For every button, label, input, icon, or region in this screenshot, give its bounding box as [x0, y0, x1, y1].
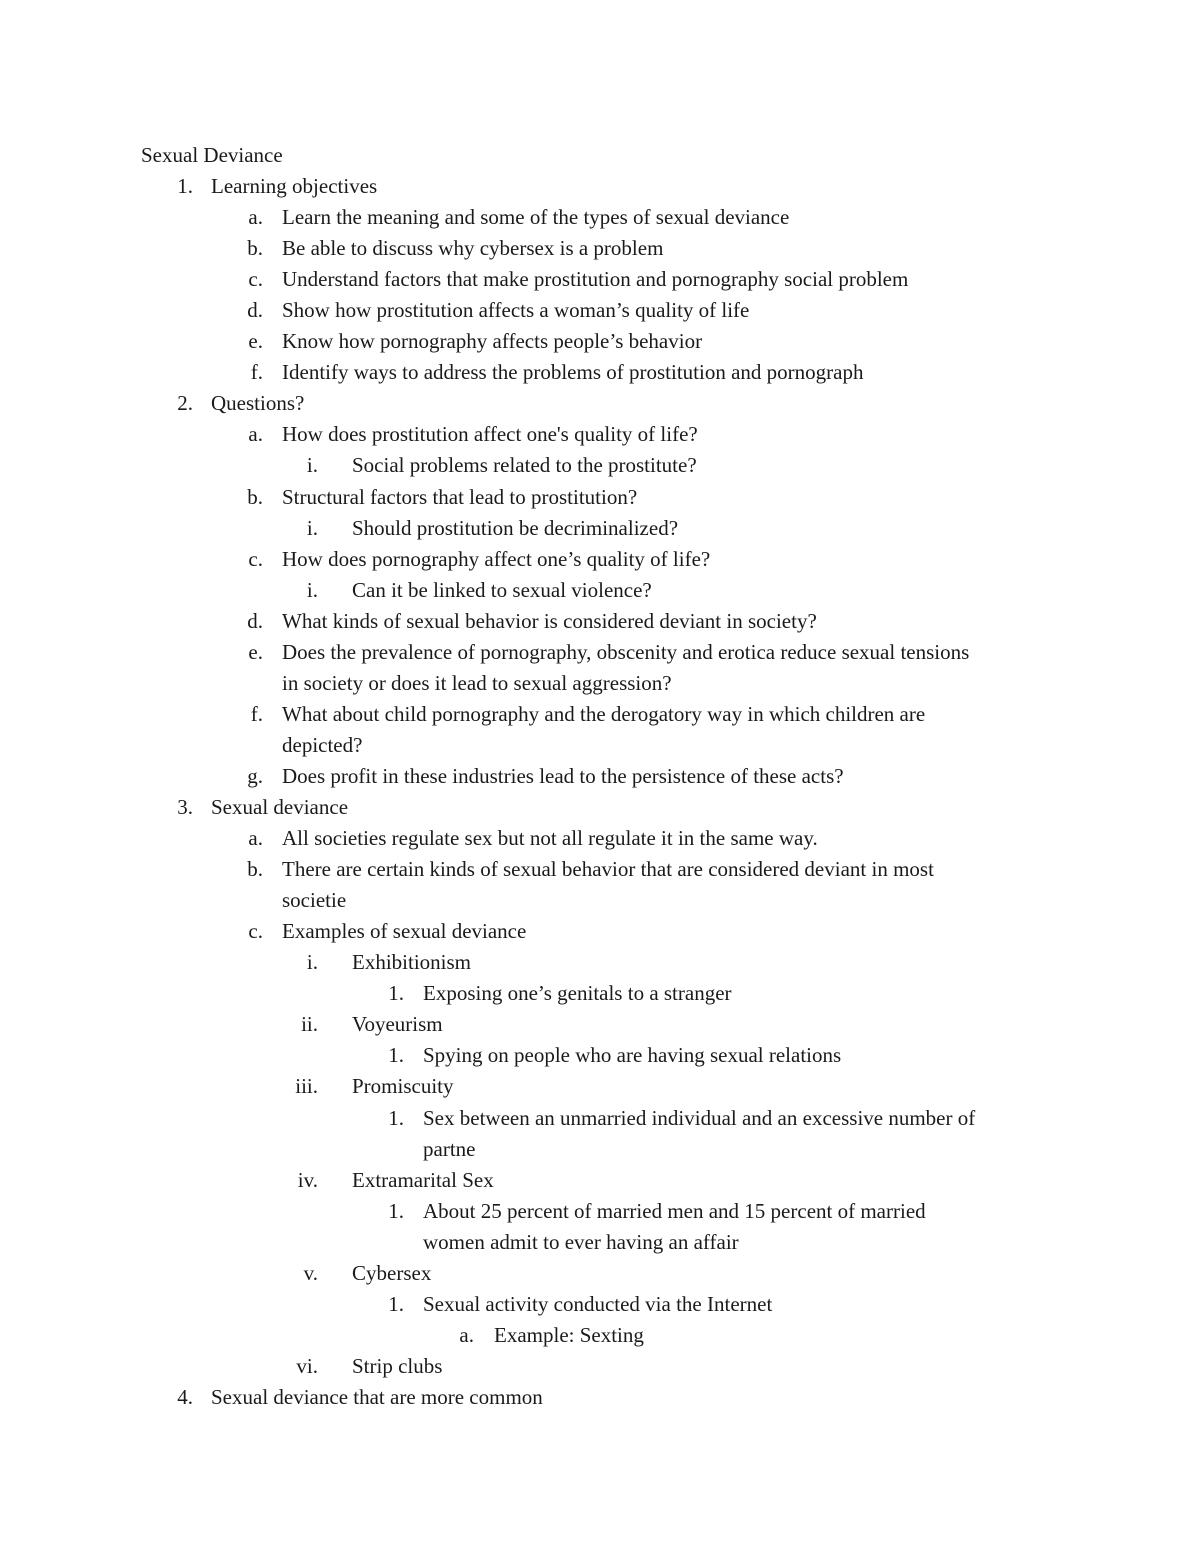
list-marker: b. — [247, 236, 263, 261]
outline-item — [0, 606, 1200, 637]
document-title: Sexual Deviance — [141, 143, 283, 167]
outline-item — [0, 1382, 1200, 1413]
outline-item — [0, 233, 1200, 264]
outline-item — [0, 513, 1200, 544]
list-marker: a. — [248, 826, 263, 851]
list-item-text: Show how prostitution affects a woman’s quality of life — [282, 298, 750, 323]
outline-item — [0, 854, 1200, 885]
list-marker: i. — [306, 577, 318, 602]
list-item-text: Sex between an unmarried individual and an excessive number of — [423, 1105, 976, 1130]
list-item-text: Structural factors that lead to prostitution? — [282, 484, 638, 509]
outline-item — [0, 1165, 1200, 1196]
list-item-text: Does the prevalence of pornography, obscenity and erotica reduce sexual tensions — [282, 639, 970, 664]
list-item-text: Social problems related to the prostitute? — [352, 453, 697, 478]
outline-item — [0, 1009, 1200, 1040]
outline-item — [0, 792, 1200, 823]
list-item-text: Cybersex — [352, 1260, 432, 1285]
list-marker: i. — [306, 515, 318, 540]
list-marker: 1. — [388, 1198, 404, 1223]
list-item-text: All societies regulate sex but not all regulate it in the same way. — [282, 826, 818, 851]
list-item-text: Spying on people who are having sexual relations — [423, 1043, 842, 1068]
list-item-text: Sexual activity conducted via the Internet — [423, 1291, 773, 1316]
outline-item — [0, 1040, 1200, 1071]
list-item-text: depicted? — [282, 732, 363, 757]
list-item-text: There are certain kinds of sexual behavior that are considered deviant in most — [282, 857, 934, 882]
list-marker: vi. — [296, 1353, 318, 1378]
list-item-text: Strip clubs — [352, 1353, 443, 1378]
list-item-text: Exhibitionism — [352, 950, 472, 975]
list-item-text: Does profit in these industries lead to the persistence of these acts? — [282, 763, 844, 788]
list-marker: i. — [306, 950, 318, 975]
list-item-text: Sexual deviance — [211, 795, 349, 819]
outline-item — [0, 482, 1200, 513]
outline-item — [0, 171, 1200, 202]
list-item-text: Promiscuity — [352, 1074, 454, 1099]
outline-item — [0, 1320, 1200, 1351]
outline-item — [0, 419, 1200, 450]
outline-item — [0, 575, 1200, 606]
list-item-text: Identify ways to address the problems of prostitution and pornograph — [282, 360, 864, 385]
outline-item — [0, 668, 1200, 699]
list-marker: c. — [248, 919, 263, 944]
list-marker: i. — [306, 453, 318, 478]
outline-item — [0, 295, 1200, 326]
outline-item — [0, 823, 1200, 854]
list-marker: 1. — [388, 1291, 404, 1316]
list-item-text: Voyeurism — [352, 1012, 443, 1037]
outline-item — [0, 1227, 1200, 1258]
list-item-text: Can it be linked to sexual violence? — [352, 577, 652, 602]
list-item-text: Learning objectives — [211, 174, 378, 198]
outline-item — [0, 1196, 1200, 1227]
list-item-text: About 25 percent of married men and 15 percent of married — [423, 1198, 926, 1223]
list-item-text: How does prostitution affect one's quality of life? — [282, 422, 698, 447]
list-marker: ii. — [301, 1012, 318, 1037]
list-marker: f. — [250, 701, 263, 726]
outline-item — [0, 1351, 1200, 1382]
list-marker: 4. — [177, 1384, 193, 1409]
list-item-text: What kinds of sexual behavior is considered deviant in society? — [282, 608, 817, 633]
outline-item — [0, 1289, 1200, 1320]
list-marker: e. — [248, 639, 263, 664]
outline-item — [0, 450, 1200, 481]
list-marker: f. — [250, 360, 263, 385]
outline-item — [0, 916, 1200, 947]
outline-item — [0, 264, 1200, 295]
outline-item — [0, 357, 1200, 388]
list-marker: c. — [248, 546, 263, 571]
list-marker: a. — [459, 1322, 474, 1347]
list-marker: iv. — [297, 1167, 318, 1192]
list-marker: b. — [247, 857, 263, 882]
outline-item — [0, 1103, 1200, 1134]
outline-item — [0, 730, 1200, 761]
list-marker: a. — [248, 205, 263, 230]
list-marker: 3. — [177, 795, 193, 819]
list-item-text: Example: Sexting — [494, 1322, 644, 1347]
list-item-text: Be able to discuss why cybersex is a problem — [282, 236, 664, 261]
outline-item — [0, 637, 1200, 668]
list-item-text: Exposing one’s genitals to a stranger — [423, 981, 732, 1006]
list-item-text: Extramarital Sex — [352, 1167, 494, 1192]
outline-item — [0, 761, 1200, 792]
list-item-text: in society or does it lead to sexual aggression? — [282, 670, 672, 695]
list-marker: c. — [248, 267, 263, 292]
outline-item — [0, 1134, 1200, 1165]
list-marker: 2. — [177, 391, 193, 416]
outline-item — [0, 326, 1200, 357]
list-item-text: Understand factors that make prostitution and pornography social problem — [282, 267, 909, 292]
list-marker: e. — [248, 329, 263, 354]
list-item-text: What about child pornography and the derogatory way in which children are — [282, 701, 926, 726]
outline-item — [0, 947, 1200, 978]
list-item-text: partne — [423, 1136, 476, 1161]
outline-item — [0, 1071, 1200, 1102]
list-marker: 1. — [388, 1105, 404, 1130]
outline-item — [0, 699, 1200, 730]
outline-item — [0, 544, 1200, 575]
list-marker: g. — [247, 763, 263, 788]
list-item-text: Learn the meaning and some of the types of sexual deviance — [282, 205, 790, 230]
list-item-text: women admit to ever having an affair — [423, 1229, 739, 1254]
list-marker: b. — [247, 484, 263, 509]
list-item-text: Questions? — [211, 391, 305, 416]
list-marker: d. — [247, 298, 263, 323]
outline-item — [0, 388, 1200, 419]
list-item-text: How does pornography affect one’s quality of life? — [282, 546, 711, 571]
list-marker: v. — [303, 1260, 318, 1285]
list-item-text: Should prostitution be decriminalized? — [352, 515, 679, 540]
list-marker: d. — [247, 608, 263, 633]
list-item-text: Sexual deviance that are more common — [211, 1384, 543, 1409]
list-item-text: Know how pornography affects people’s behavior — [282, 329, 703, 354]
list-marker: 1. — [388, 1043, 404, 1068]
list-marker: 1. — [388, 981, 404, 1006]
list-item-text: Examples of sexual deviance — [282, 919, 527, 944]
outline-item — [0, 1258, 1200, 1289]
outline-item — [0, 978, 1200, 1009]
outline-item — [0, 202, 1200, 233]
outline-item — [0, 885, 1200, 916]
list-marker: iii. — [295, 1074, 318, 1099]
list-marker: a. — [248, 422, 263, 447]
list-item-text: societie — [282, 888, 347, 913]
list-marker: 1. — [177, 174, 193, 198]
